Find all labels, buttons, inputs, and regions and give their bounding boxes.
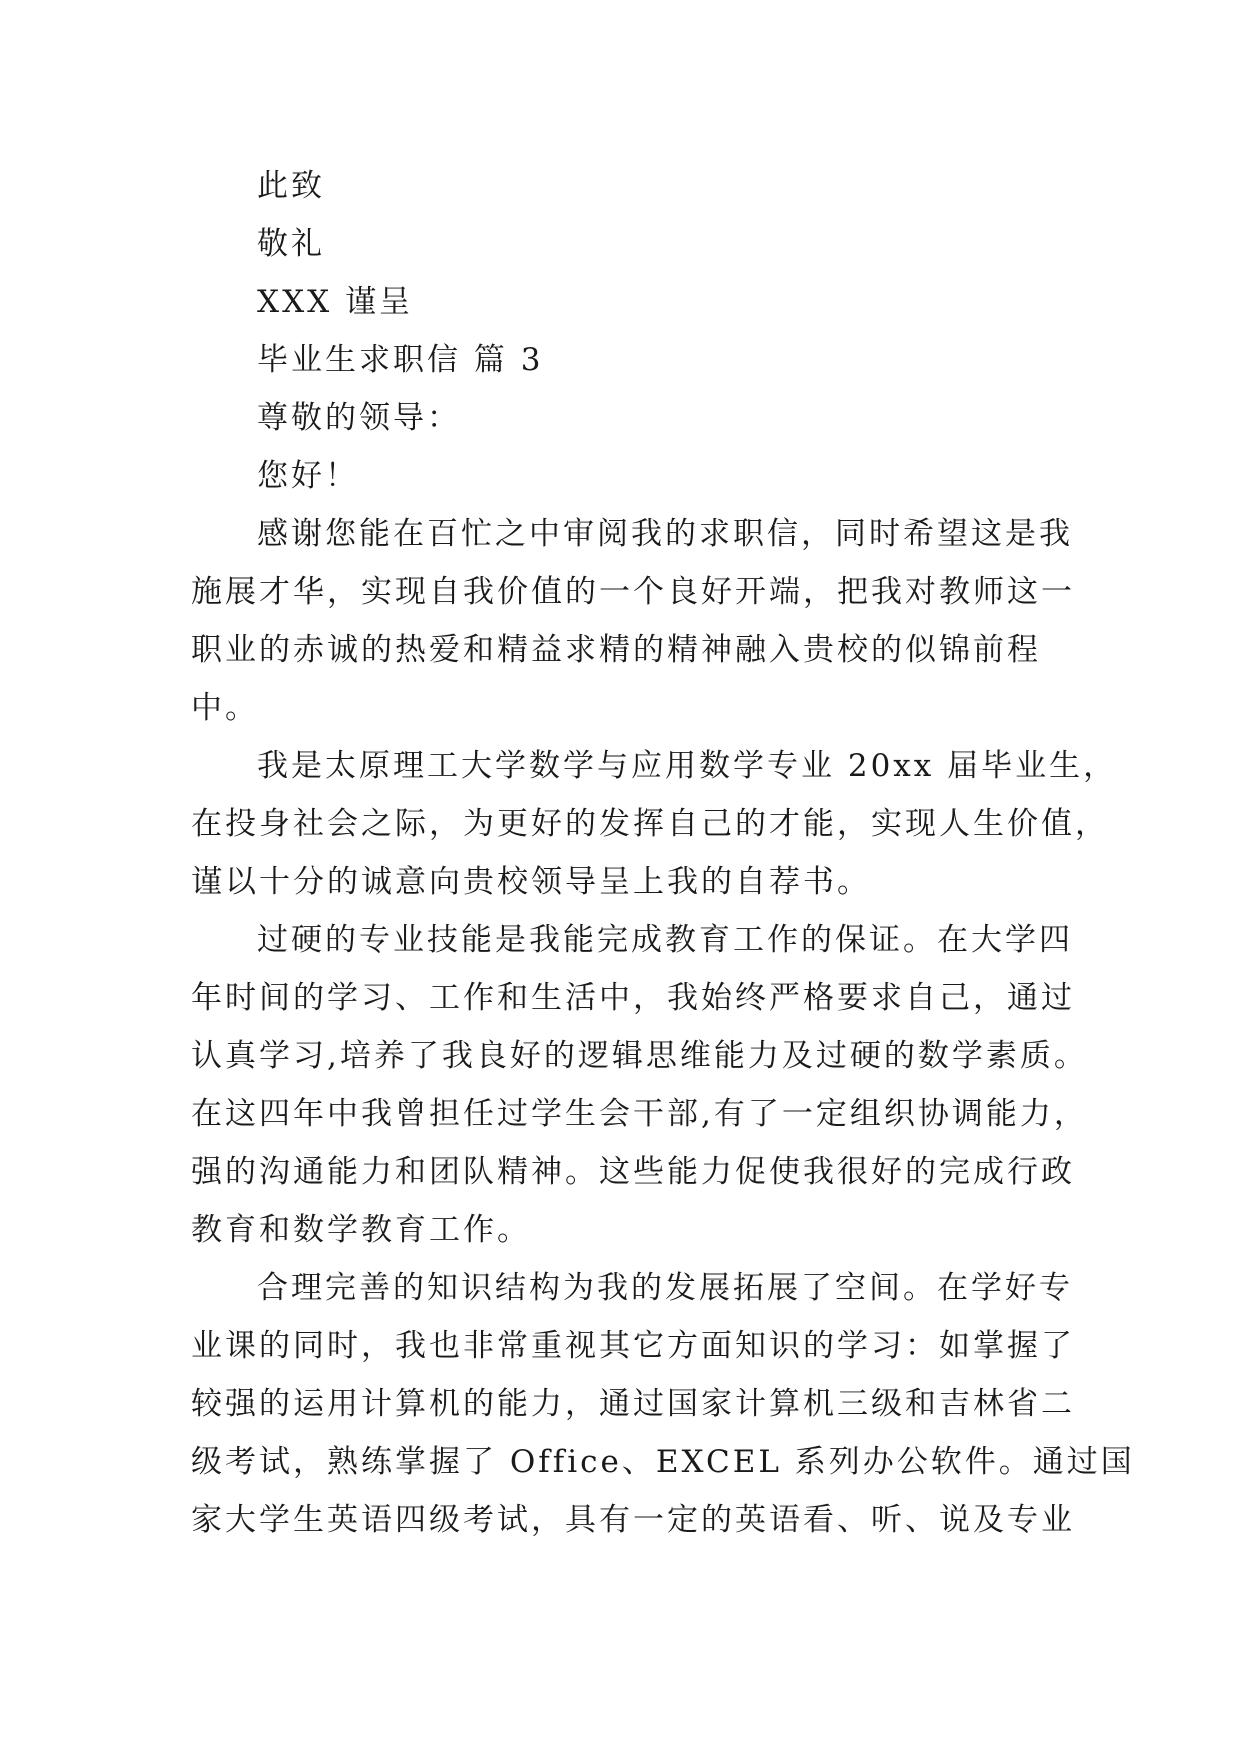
body-line: 合理完善的知识结构为我的发展拓展了空间。在学好专 (257, 1270, 1073, 1306)
body-line: 谨以十分的诚意向贵校领导呈上我的自荐书。 (191, 864, 871, 900)
body-line: 级考试，熟练掌握了 Office、EXCEL 系列办公软件。通过国 (191, 1444, 1135, 1480)
body-line: 过硬的专业技能是我能完成教育工作的保证。在大学四 (257, 922, 1073, 958)
body-line: 认真学习,培养了我良好的逻辑思维能力及过硬的数学素质。 (191, 1038, 1088, 1074)
body-line: 在这四年中我曾担任过学生会干部,有了一定组织协调能力， (191, 1096, 1088, 1132)
body-line: 施展才华，实现自我价值的一个良好开端，把我对教师这一 (191, 574, 1075, 610)
body-line: 强的沟通能力和团队精神。这些能力促使我很好的完成行政 (191, 1154, 1075, 1190)
body-line: 较强的运用计算机的能力，通过国家计算机三级和吉林省二 (191, 1386, 1075, 1422)
body-line: 我是太原理工大学数学与应用数学专业 20xx 届毕业生， (257, 748, 1118, 784)
body-line: 业课的同时，我也非常重视其它方面知识的学习：如掌握了 (191, 1328, 1075, 1364)
salutation: 尊敬的领导： (257, 400, 461, 436)
body-line: 教育和数学教育工作。 (191, 1212, 531, 1248)
greeting: 您好！ (257, 458, 359, 494)
closing-line: 敬礼 (257, 226, 325, 262)
body-line: 职业的赤诚的热爱和精益求精的精神融入贵校的似锦前程 (191, 632, 1041, 668)
closing-line: 此致 (257, 168, 325, 204)
body-line: 家大学生英语四级考试，具有一定的英语看、听、说及专业 (191, 1502, 1075, 1538)
body-line: 感谢您能在百忙之中审阅我的求职信，同时希望这是我 (257, 516, 1073, 552)
body-line: 中。 (191, 690, 259, 726)
letter-heading: 毕业生求职信 篇 3 (257, 342, 544, 378)
body-line: 在投身社会之际，为更好的发挥自己的才能，实现人生价值， (191, 806, 1109, 842)
body-line: 年时间的学习、工作和生活中，我始终严格要求自己，通过 (191, 980, 1075, 1016)
signature: XXX 谨呈 (257, 284, 414, 320)
